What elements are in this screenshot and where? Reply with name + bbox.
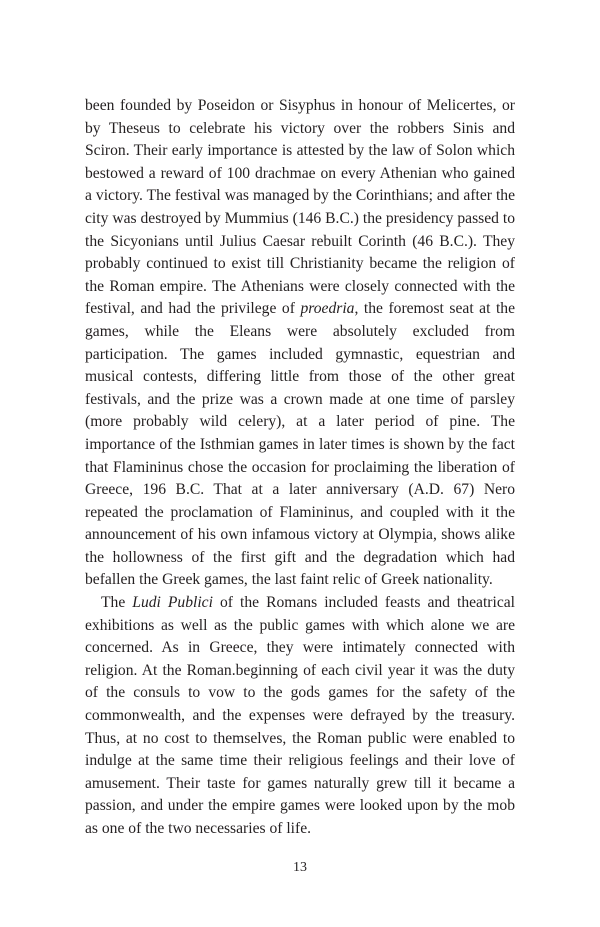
paragraph-2-run-3: of the Romans included feasts and theatrical exhibitions as well as the public games with which alone we are concerned. As in Greece, they were intimately connected with religion. At the Roman.beginning of each civil year it was the duty of the consuls to vow to the gods games for the safety of the commonwealth, and the expenses were defrayed by the treasury. Thus, at no cost to themselves, the Roman public were enabled to indulge at the same time their religious feelings and their love of amusement. Their taste for games naturally grew till it became a passion, and under the empire games were looked upon by the mob as one of the two necessaries of life. [85,594,515,837]
paragraph-1-run-3: , the foremost seat at the games, while the Eleans were absolutely excluded from participation. The games included gymnastic, equestrian and musical contests, differing little from those of the other great festivals, and the prize was a crown made at one time of parsley (more probably wild celery), at a later period of pine. The importance of the Isthmian games in later times is shown by the fact that Flamininus chose the occasion for proclaiming the liberation of Greece, 196 B.C. That at a later anniversary (A.D. 67) Nero repeated the proclamation of Flamininus, and coupled with it the announcement of his own infamous victory at Olympia, shows alike the hollowness of the first gift and the degradation which had befallen the Greek games, the last faint relic of Greek nationality. [85,300,516,589]
term-proedria: proedria [300,300,355,318]
page-number: 13 [293,860,307,875]
body-text [85,95,515,841]
paragraph-2 [85,592,515,841]
paragraph-1-run-1: been founded by Poseidon or Sisyphus in honour of Melicertes, or by Theseus to celebrate his victory over the robbers Sinis and Sciron. Their early importance is attested by the law of Solon which bestowed a reward of 100 drachmae on every Athenian who gained a victory. The festival was managed by the Corinthians; and after the city was destroyed by Mummius (146 B.C.) the presidency passed to the Sicyonians until Julius Caesar rebuilt Corinth (46 B.C.). They probably continued to exist till Christianity became the religion of the Roman empire. The Athenians were closely connected with the festival, and had the privilege of [85,97,515,318]
paragraph-1 [85,95,515,592]
paragraph-2-run-1: The [101,594,133,612]
term-ludi-publici: Ludi Publici [132,594,213,612]
